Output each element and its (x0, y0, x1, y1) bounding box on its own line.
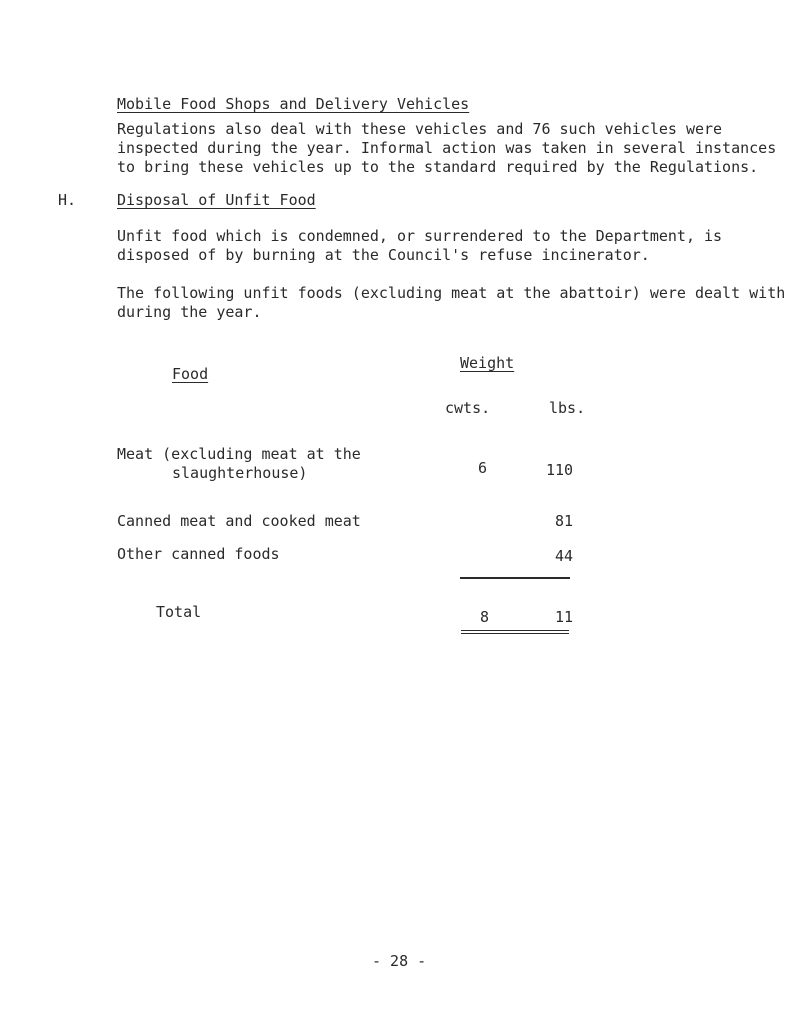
table-total-lbs: 11 (555, 608, 574, 626)
table-header-weight: Weight (460, 354, 515, 372)
table-row-meat-lbs: 110 (546, 461, 574, 479)
table-row-meat-label-line2: slaughterhouse) (172, 464, 308, 482)
table-unit-cwts: cwts. (445, 399, 491, 417)
section-marker-h: H. (58, 191, 77, 209)
mobile-food-shops-paragraph: Regulations also deal with these vehicles and 76 such vehicles were inspected during the year. Informal action was taken in several instances to bring these vehicles up to the standard required by the Regulations. (117, 120, 777, 176)
table-header-food: Food (172, 365, 209, 383)
table-row-other-canned-label: Other canned foods (117, 545, 280, 563)
subtotal-rule (460, 577, 570, 579)
disposal-paragraph-1: Unfit food which is condemned, or surrendered to the Department, is disposed of by burning at the Council's refuse incinerator. (117, 227, 723, 264)
table-row-meat-label-line1: Meat (excluding meat at the (117, 445, 361, 463)
total-double-rule (461, 630, 569, 634)
section-title-disposal-unfit-food: Disposal of Unfit Food (117, 191, 316, 209)
table-total-cwts: 8 (480, 608, 490, 626)
table-row-meat-cwts: 6 (478, 459, 488, 477)
table-unit-lbs: lbs. (549, 399, 586, 417)
table-row-canned-meat-label: Canned meat and cooked meat (117, 512, 361, 530)
table-row-canned-meat-lbs: 81 (555, 512, 574, 530)
table-total-label: Total (156, 603, 202, 621)
disposal-paragraph-2: The following unfit foods (excluding meat at the abattoir) were dealt with during the year. (117, 284, 786, 321)
page-number: - 28 - (372, 952, 427, 970)
table-row-other-canned-lbs: 44 (555, 547, 574, 565)
section-title-mobile-food-shops: Mobile Food Shops and Delivery Vehicles (117, 95, 470, 113)
